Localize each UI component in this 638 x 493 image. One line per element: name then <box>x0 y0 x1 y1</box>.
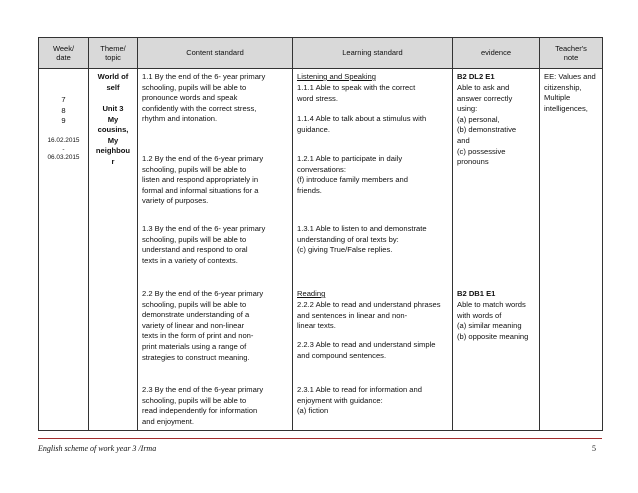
theme-topic-cell <box>89 69 138 431</box>
learning-standard-1-3-1: 1.3.1 Able to listen to and demonstrate understanding of oral texts by: (c) giving True/False replies. <box>297 224 427 255</box>
content-standard-2-2: 2.2 By the end of the 6-year primary schooling, pupils will be able to demonstrate understanding of a variety of linear and non-linear texts in the form of print and non- print materials using a range of strategies to construct meaning. <box>142 289 264 362</box>
learning-standard-2-3-1: 2.3.1 Able to read for information and enjoyment with guidance: (a) fiction <box>297 385 422 416</box>
header-row <box>39 38 603 69</box>
learning-standard-1-2-1: 1.2.1 Able to participate in daily conversations: (f) introduce family members and friends. <box>297 154 408 195</box>
header-theme-topic: Theme/ topic <box>89 38 138 69</box>
learning-standard-1-1-4: 1.1.4 Able to talk about a stimulus with guidance. <box>297 114 427 134</box>
learning-standard-2-2-2: 2.2.2 Able to read and understand phrases and sentences in linear and non- linear texts. <box>297 300 441 331</box>
evidence-cell <box>453 69 540 431</box>
learning-standard-2-2-3: 2.2.3 Able to read and understand simple and compound sentences. <box>297 340 436 360</box>
body-row <box>39 69 603 431</box>
evidence-text-1: Able to ask and answer correctly using: (a) personal, (b) demonstrative and (c) possessive pronouns <box>457 83 517 167</box>
learning-standard-cell <box>293 69 453 431</box>
scheme-of-work-table <box>38 37 603 431</box>
header-learning-standard: Learning standard <box>293 38 453 69</box>
footer-divider <box>38 438 602 439</box>
teachers-note-text: EE: Values and citizenship, Multiple intelligences, <box>544 72 596 113</box>
content-standard-1-2: 1.2 By the end of the 6-year primary schooling, pupils will be able to listen and respond appropriately in formal and informal situations for a variety of purposes. <box>142 154 264 206</box>
unit-topic: Unit 3 My cousins, My neighbou r <box>95 104 131 166</box>
content-standard-1-1: 1.1 By the end of the 6- year primary schooling, pupils will be able to pronounce words and speak confidently with the correct stress, rhythm and intonation. <box>142 72 266 124</box>
header-week-date: Week/ date <box>39 38 89 69</box>
footer-text: English scheme of work year 3 /Irma <box>38 444 157 453</box>
evidence-text-2: Able to match words with words of (a) similar meaning (b) opposite meaning <box>457 300 529 341</box>
content-standard-2-3: 2.3 By the end of the 6-year primary schooling, pupils will be able to read independently for information and enjoyment. <box>142 385 264 426</box>
week-dates: 16.02.2015 - 06.03.2015 <box>47 137 80 161</box>
listening-speaking-heading: Listening and Speaking <box>297 72 376 81</box>
content-standard-1-3: 1.3 By the end of the 6- year primary schooling, pupils will be able to understand and respond to oral texts in a variety of contexts. <box>142 224 266 265</box>
week-date-cell <box>39 69 89 431</box>
learning-standard-1-1-1: 1.1.1 Able to speak with the correct word stress. <box>297 83 416 103</box>
week-numbers: 7 8 9 <box>61 95 66 126</box>
header-evidence: evidence <box>453 38 540 69</box>
evidence-code-1: B2 DL2 E1 <box>457 72 495 81</box>
header-content-standard: Content standard <box>138 38 293 69</box>
header-teachers-note: Teacher's note <box>540 38 603 69</box>
reading-heading: Reading <box>297 289 326 298</box>
teachers-note-cell <box>540 69 603 431</box>
page-number: 5 <box>592 444 596 453</box>
content-standard-cell <box>138 69 293 431</box>
theme-title: World of self <box>97 72 129 92</box>
evidence-code-2: B2 DB1 E1 <box>457 289 496 298</box>
